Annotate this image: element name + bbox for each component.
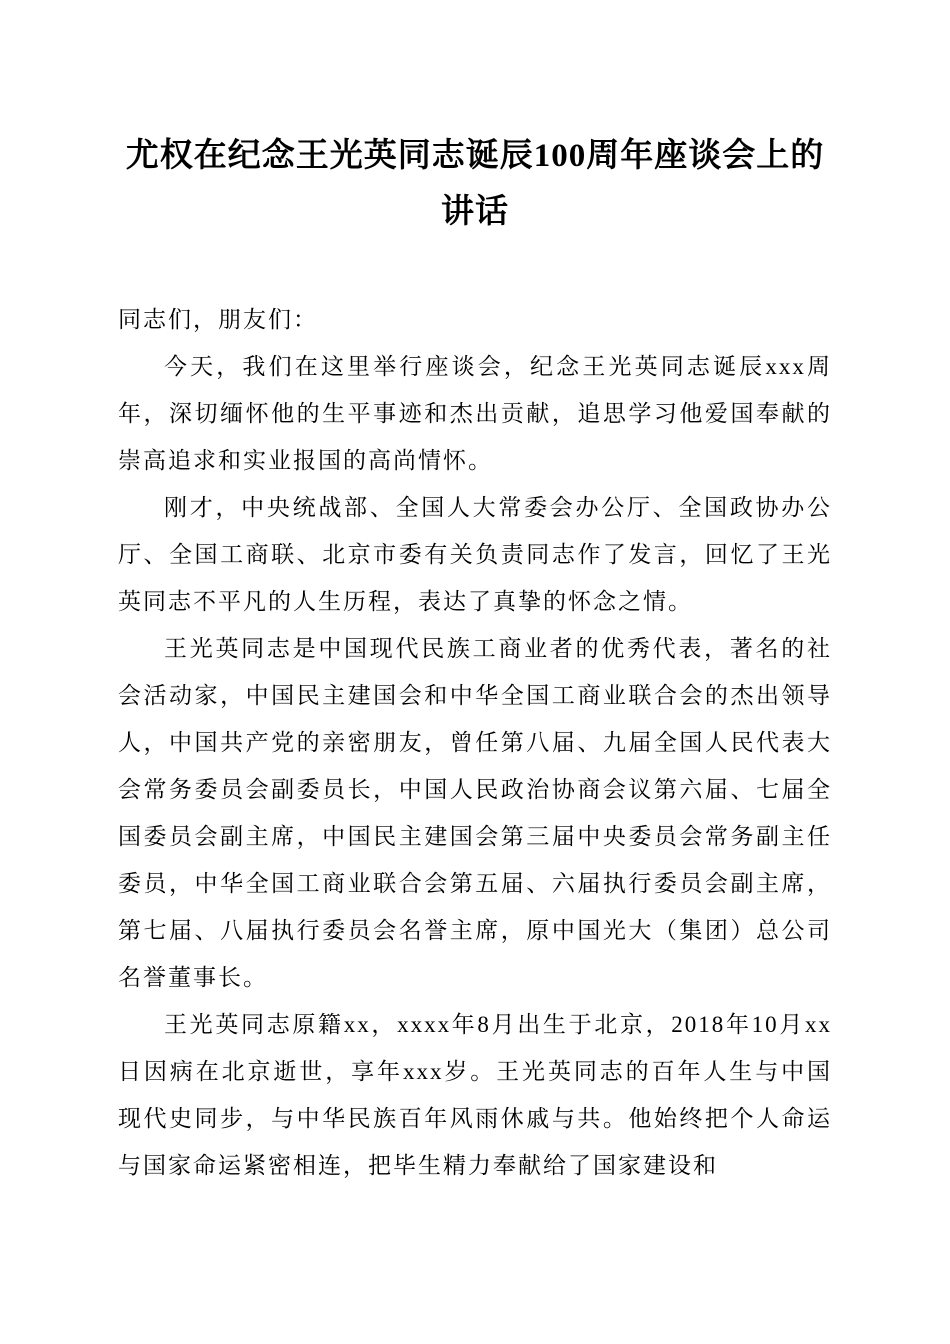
body-paragraph-2: 刚才，中央统战部、全国人大常委会办公厅、全国政协办公厅、全国工商联、北京市委有关负责同志作了发言，回忆了王光英同志不平凡的人生历程，表达了真挚的怀念之情。 bbox=[118, 495, 832, 614]
body-paragraph-3: 王光英同志是中国现代民族工商业者的优秀代表，著名的社会活动家，中国民主建国会和中华全国工商业联合会的杰出领导人，中国共产党的亲密朋友，曾任第八届、九届全国人民代表大会常务委员会副委员长，中国人民政治协商会议第六届、七届全国委员会副主席，中国民主建国会第三届中央委员会常务副主任委员，中华全国工商业联合会第五届、六届执行委员会副主席，第七届、八届执行委员会名誉主席，原中国光大（集团）总公司名誉董事长。 bbox=[118, 636, 832, 990]
document-title: 尤权在纪念王光英同志诞辰100周年座谈会上的讲话 bbox=[125, 138, 825, 230]
salutation-paragraph: 同志们，朋友们： bbox=[118, 307, 318, 332]
body-paragraph-1: 今天，我们在这里举行座谈会，纪念王光英同志诞辰xxx周年，深切缅怀他的生平事迹和杰出贡献，追思学习他爱国奉献的崇高追求和实业报国的高尚情怀。 bbox=[118, 354, 832, 473]
body-paragraph-4: 王光英同志原籍xx，xxxx年8月出生于北京，2018年10月xx日因病在北京逝世，享年xxx岁。王光英同志的百年人生与中国现代史同步，与中华民族百年风雨休戚与共。他始终把个人命运与国家命运紧密相连，把毕生精力奉献给了国家建设和 bbox=[118, 1012, 832, 1178]
